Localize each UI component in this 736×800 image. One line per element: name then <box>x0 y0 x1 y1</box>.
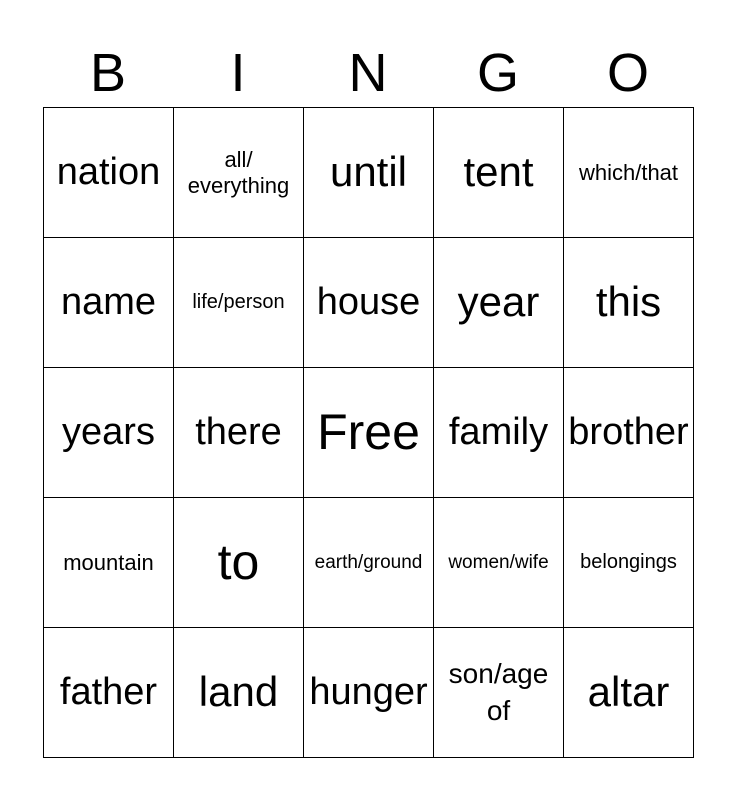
bingo-cell-r3c4[interactable]: family <box>434 368 564 498</box>
header-letter-i: I <box>230 43 246 103</box>
bingo-cell-r3c2[interactable]: there <box>174 368 304 498</box>
bingo-cell-r2c3[interactable]: house <box>304 238 434 368</box>
bingo-cell-r1c1[interactable]: nation <box>44 108 174 238</box>
header-letter-n: N <box>348 43 388 103</box>
bingo-cell-r3c1[interactable]: years <box>44 368 174 498</box>
bingo-cell-r1c3[interactable]: until <box>304 108 434 238</box>
bingo-cell-r4c5[interactable]: belongings <box>564 498 694 628</box>
bingo-cell-r4c4[interactable]: women/wife <box>434 498 564 628</box>
bingo-cell-r4c3[interactable]: earth/ground <box>304 498 434 628</box>
bingo-cell-r1c2[interactable]: all/ everything <box>174 108 304 238</box>
header-letter-g: G <box>476 43 519 103</box>
bingo-cell-r5c1[interactable]: father <box>44 628 174 758</box>
bingo-cell-r2c2[interactable]: life/person <box>174 238 304 368</box>
header-letter-b: B <box>89 43 127 103</box>
bingo-cell-r5c3[interactable]: hunger <box>304 628 434 758</box>
bingo-cell-r4c1[interactable]: mountain <box>44 498 174 628</box>
bingo-cell-r4c2[interactable]: to <box>174 498 304 628</box>
header-letter-o: O <box>606 43 649 103</box>
bingo-cell-r5c4[interactable]: son/age of <box>434 628 564 758</box>
bingo-board <box>43 107 694 758</box>
bingo-cell-r1c4[interactable]: tent <box>434 108 564 238</box>
bingo-cell-r5c5[interactable]: altar <box>564 628 694 758</box>
bingo-cell-r3c5[interactable]: brother <box>564 368 694 498</box>
bingo-header <box>43 40 693 106</box>
bingo-cell-free[interactable]: Free <box>304 368 434 498</box>
bingo-cell-r2c5[interactable]: this <box>564 238 694 368</box>
bingo-cell-r1c5[interactable]: which/that <box>564 108 694 238</box>
bingo-cell-r2c4[interactable]: year <box>434 238 564 368</box>
bingo-cell-r2c1[interactable]: name <box>44 238 174 368</box>
bingo-cell-r5c2[interactable]: land <box>174 628 304 758</box>
